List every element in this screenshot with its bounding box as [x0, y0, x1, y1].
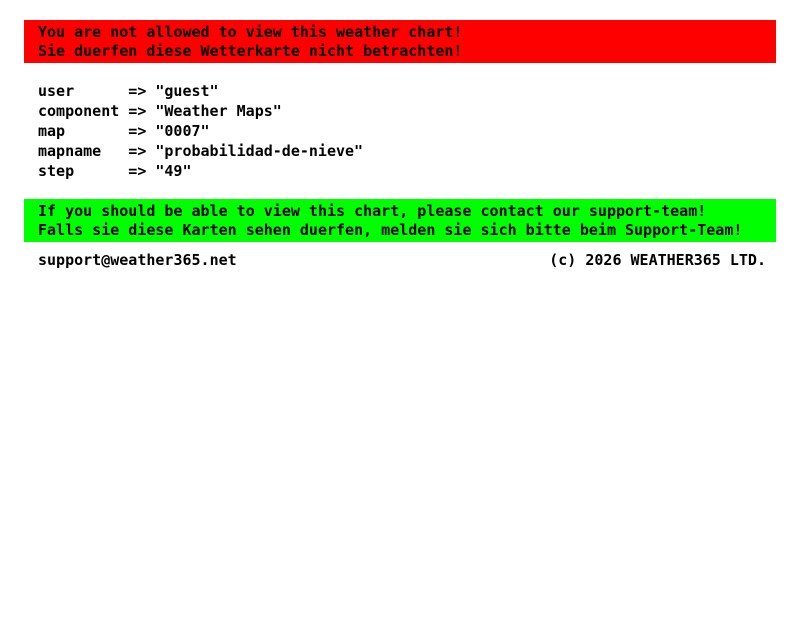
detail-key: user [38, 82, 75, 100]
detail-value: "guest" [155, 82, 219, 100]
copyright-notice: (c) 2026 WEATHER365 LTD. [549, 251, 766, 269]
detail-arrow: => [128, 142, 147, 160]
alert-message-de: Sie duerfen diese Wetterkarte nicht betrachten! [38, 42, 463, 60]
alert-message-en: You are not allowed to view this weather chart! [38, 23, 463, 41]
detail-value: "49" [155, 162, 192, 180]
detail-row-mapname [38, 141, 800, 161]
detail-arrow: => [128, 162, 147, 180]
alert-banner [24, 20, 776, 63]
detail-value: "probabilidad-de-nieve" [155, 142, 364, 160]
detail-arrow: => [128, 102, 147, 120]
access-denied-page [0, 20, 800, 270]
support-email: support@weather365.net [38, 251, 237, 269]
detail-row-component [38, 101, 800, 121]
detail-row-user [38, 81, 800, 101]
detail-row-step [38, 161, 800, 181]
request-details [38, 81, 800, 181]
detail-value: "0007" [155, 122, 210, 140]
footer [38, 250, 766, 270]
detail-arrow: => [128, 82, 147, 100]
detail-key: step [38, 162, 75, 180]
detail-arrow: => [128, 122, 147, 140]
detail-row-map [38, 121, 800, 141]
detail-value: "Weather Maps" [155, 102, 282, 120]
info-banner [24, 199, 776, 242]
detail-key: component [38, 102, 120, 120]
detail-key: map [38, 122, 66, 140]
info-message-en: If you should be able to view this chart, please contact our support-team! [38, 202, 707, 220]
info-message-de: Falls sie diese Karten sehen duerfen, melden sie sich bitte beim Support-Team! [38, 221, 743, 239]
detail-key: mapname [38, 142, 102, 160]
